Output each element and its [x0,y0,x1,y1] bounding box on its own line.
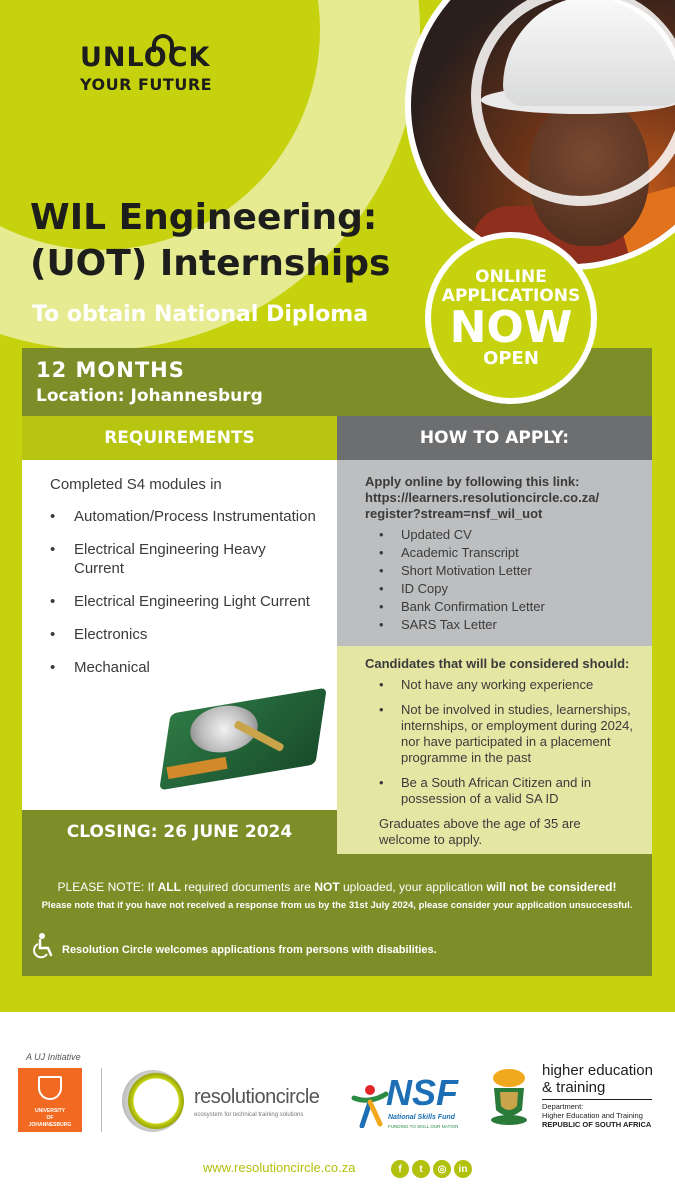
documents-list [365,526,634,634]
dhet-department [542,1102,643,1120]
apply-link[interactable]: https://learners.resolutioncircle.co.za/ [365,490,600,505]
website-link[interactable]: www.resolutioncircle.co.za [203,1160,356,1175]
unlock-your-future-logo [80,42,230,94]
nsf-text: NSF [386,1072,458,1113]
candidates-intro: Candidates that will be considered should: [365,656,630,671]
badge-line1: ONLINE [475,267,547,287]
subtitle: To obtain National Diploma [32,302,369,327]
notice-disabilities: Resolution Circle welcomes applications from persons with disabilities. [62,944,437,956]
requirements-list [50,507,317,677]
divider [542,1099,652,1100]
apply-intro-text: Apply online by following this link: [365,474,580,489]
uj-line1: UNIVERSITY [34,1108,65,1114]
page-title [30,195,450,287]
list-item: • ID Copy [365,580,634,598]
list-item: • Be a South African Citizen and in possession of a valid SA ID [365,775,634,807]
notice-banner [22,854,652,976]
logo-line2: YOUR FUTURE [80,75,213,94]
social-links [391,1160,472,1178]
nsf-subtitle: National Skills Fund [388,1114,455,1121]
wheelchair-icon [30,932,58,960]
dhet-dept-name: Higher Education and Training [542,1111,643,1120]
rc-name: resolutioncircle [194,1086,320,1108]
candidates-panel [337,646,652,854]
how-to-apply-panel [337,460,652,646]
divider [101,1068,102,1132]
age-note: Graduates above the age of 35 are welcome to apply. [379,816,581,847]
dhet-dept-label: Department: [542,1102,584,1111]
list-item: • Automation/Process Instrumentation [50,507,317,526]
list-item: • Electronics [50,625,317,644]
nsf-logo [348,1066,460,1134]
dhet-title [542,1062,653,1096]
coat-of-arms-icon [484,1066,534,1128]
requirements-header: REQUIREMENTS [22,416,337,460]
list-item: • SARS Tax Letter [365,616,634,634]
requirements-intro: Completed S4 modules in [50,476,222,493]
applications-open-badge [425,232,597,404]
apply-link-cont[interactable]: register?stream=nsf_wil_uot [365,506,543,521]
candidates-list [365,677,634,807]
circle-logo-icon [122,1070,184,1132]
linkedin-icon[interactable]: in [454,1160,472,1178]
list-item: • Not be involved in studies, learnerships, internships, or employment during 2024, nor have participated in a placement programme in the past [365,702,634,766]
uj-line2: OF [46,1115,54,1121]
nsf-tagline: FUNDING TO SKILL OUR NATION [388,1124,459,1129]
notice-documents: PLEASE NOTE: If ALL required documents are NOT uploaded, your application will not be considered! [57,880,617,894]
twitter-icon[interactable]: t [412,1160,430,1178]
apply-intro [365,474,634,522]
badge-line4: OPEN [483,348,539,369]
list-item: • Electrical Engineering Heavy Current [50,540,317,578]
list-item: • Electrical Engineering Light Current [50,592,317,611]
list-item: • Bank Confirmation Letter [365,598,634,616]
badge-line3: NOW [449,302,573,353]
dhet-line2: & training [542,1079,606,1096]
uj-emblem-icon [38,1076,62,1100]
list-item: • Updated CV [365,526,634,544]
padlock-icon [152,34,174,52]
resolution-circle-logo [122,1068,332,1134]
closing-date: CLOSING: 26 JUNE 2024 [22,810,337,854]
rc-tagline: ecosystem for technical training solutions [194,1112,304,1118]
hard-drive-image [162,690,332,790]
uj-logo [18,1068,82,1132]
list-item: • Short Motivation Letter [365,562,634,580]
instagram-icon[interactable]: ◎ [433,1160,451,1178]
list-item: • Academic Transcript [365,544,634,562]
list-item: • Not have any working experience [365,677,634,693]
nsf-figure-icon [350,1084,390,1128]
uj-initiative: A UJ Initiative [26,1052,81,1062]
facebook-icon[interactable]: f [391,1160,409,1178]
dhet-line1: higher education [542,1062,653,1079]
dhet-country: REPUBLIC OF SOUTH AFRICA [542,1120,652,1129]
title-line1: WIL Engineering: [30,197,378,238]
notice-response: Please note that if you have not received a response from us by the 31st July 2024, please consider your application unsuccessful. [41,900,633,911]
location: Location: Johannesburg [36,386,263,406]
badge-line2: APPLICATIONS [441,286,581,306]
duration-months: 12 MONTHS [36,358,185,382]
uj-line3: JOHANNESBURG [28,1122,72,1128]
how-to-apply-header: HOW TO APPLY: [337,416,652,460]
dhet-logo [484,1062,664,1136]
logo-line1: UNLOCK [80,42,211,73]
list-item: • Mechanical [50,658,317,677]
title-line2: (UOT) Internships [30,243,391,284]
